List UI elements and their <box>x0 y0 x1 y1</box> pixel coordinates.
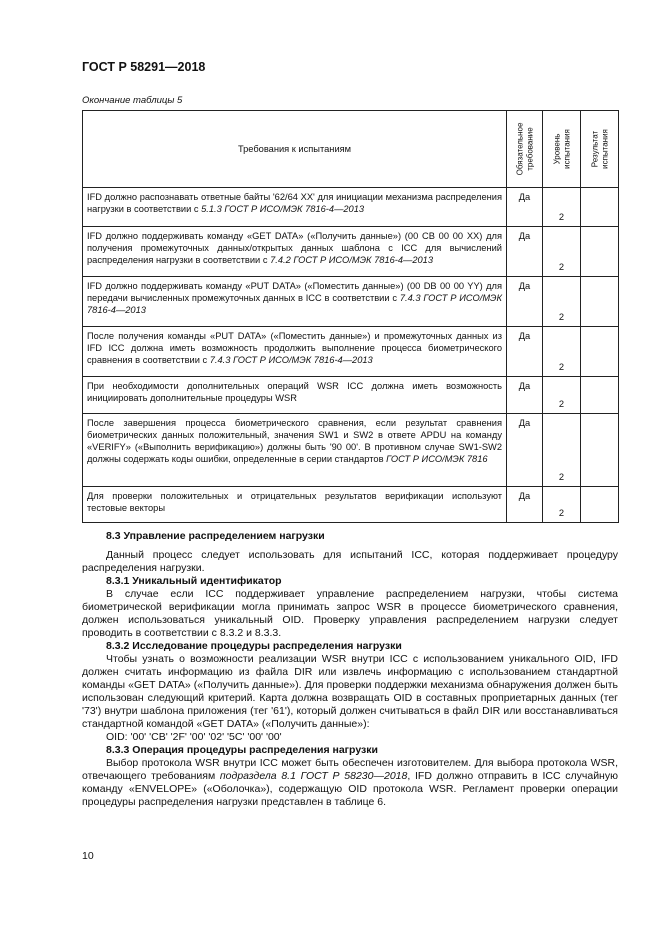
paragraph: Данный процесс следует использовать для испытаний ICC, которая поддерживает процедуру распределения нагрузки. <box>82 549 618 574</box>
table-row <box>83 487 619 523</box>
paragraph: Чтобы узнать о возможности реализации WSR внутри ICC с использованием уникального OID, IFD должен считать информацию из файла DIR или извлечь информацию с использованием стандартной команды «GET DATA» («Получить данные»). Для проверки поддержки механизма обнаружения должен быть использован следующий критерий. Карта должна возвращать OID в составных проприетарных данных (тег '73') внутри шаблона приложения (тег '61'), который должен считываться в файл DIR или восстанавливаться стандартной командой «GET DATA» («Получить данные»): <box>82 653 618 730</box>
requirement-ref: 7.4.3 ГОСТ Р ИСО/МЭК 7816-4—2013 <box>87 293 502 315</box>
header-requirements: Требования к испытаниям <box>83 111 507 188</box>
mandatory-value: Да <box>507 277 543 327</box>
table-row <box>83 377 619 414</box>
mandatory-value: Да <box>507 227 543 277</box>
requirement-ref: 7.4.2 ГОСТ Р ИСО/МЭК 7816-4—2013 <box>270 255 434 265</box>
requirements-table <box>82 110 619 523</box>
header-result-line2: испытания <box>599 129 609 169</box>
result-cell <box>581 188 619 227</box>
header-level <box>543 111 581 188</box>
requirement-main: Для проверки положительных и отрицательных результатов верификации используют тестовые векторы <box>87 491 502 513</box>
table-caption: Окончание таблицы 5 <box>82 95 183 106</box>
section-title: 8.3 Управление распределением нагрузки <box>106 530 325 542</box>
requirement-main: IFD должно поддерживать команду «PUT DATA» («Поместить данные») (00 DB 00 00 YY) для передачи вычисленных промежуточных данных в ICC в соответствии с <box>87 281 502 303</box>
mandatory-value: Да <box>507 414 543 487</box>
requirement-ref: 5.1.3 ГОСТ Р ИСО/МЭК 7816-4—2013 <box>201 204 365 214</box>
result-cell <box>581 487 619 523</box>
table-row <box>83 188 619 227</box>
requirement-text <box>83 487 507 523</box>
table-row <box>83 227 619 277</box>
result-cell <box>581 377 619 414</box>
level-value: 2 <box>543 414 581 487</box>
requirement-ref: 7.4.3 ГОСТ Р ИСО/МЭК 7816-4—2013 <box>209 355 373 365</box>
header-result-line1: Результат <box>590 130 599 168</box>
result-cell <box>581 277 619 327</box>
requirement-main: При необходимости дополнительных операций WSR ICC должна иметь возможность инициировать дополнительные процедуры WSR <box>87 381 502 403</box>
header-mandatory <box>507 111 543 188</box>
paragraph-reference: подраздела 8.1 ГОСТ Р 58230—2018 <box>219 770 408 782</box>
level-value: 2 <box>543 277 581 327</box>
section-title: 8.3.3 Операция процедуры распределения нагрузки <box>106 744 378 756</box>
table-row <box>83 327 619 377</box>
oid-line: OID: '00' 'CB' '2F' '00' '02' '5C' '00' '00' <box>106 731 282 743</box>
table-header-row <box>83 111 619 188</box>
section-title: 8.3.1 Уникальный идентификатор <box>106 575 282 587</box>
paragraph <box>82 757 618 809</box>
section-title: 8.3.2 Исследование процедуры распределения нагрузки <box>106 640 402 652</box>
level-value: 2 <box>543 188 581 227</box>
paragraph: В случае если ICC поддерживает управление распределением нагрузки, чтобы система биометрической верификации могла принимать запрос WSR в процессе биометрического сравнения, должен использоваться уникальный OID. Проверку управления распределением нагрузки следует проводить в соответствии с 8.3.2 и 8.3.3. <box>82 588 618 639</box>
header-result <box>581 111 619 188</box>
requirement-text <box>83 188 507 227</box>
requirement-text <box>83 227 507 277</box>
paragraph-part: , IFD должно отправить в ICC случайную команду «ENVELOPE» («Оболочка»), содержащую OID протокола WSR. Регламент проверки операции процедуры распределения нагрузки представлен в таблице 6. <box>82 770 618 808</box>
result-cell <box>581 414 619 487</box>
paragraph-part: Выбор протокола WSR внутри ICC может быть обеспечен изготовителем. Для выбора протокола WSR, отвечающего требованиям <box>82 757 618 782</box>
requirement-text <box>83 277 507 327</box>
requirement-main: IFD должно поддерживать команду «GET DATA» («Получить данные») (00 CB 00 00 XX) для получения промежуточных данных/открытых данных шаблона с ICC для вычислений распределения нагрузки в соответствии с <box>87 231 502 265</box>
level-value: 2 <box>543 327 581 377</box>
level-value: 2 <box>543 227 581 277</box>
mandatory-value: Да <box>507 188 543 227</box>
table-row <box>83 414 619 487</box>
level-value: 2 <box>543 487 581 523</box>
document-header: ГОСТ Р 58291—2018 <box>82 60 206 74</box>
level-value: 2 <box>543 377 581 414</box>
header-level-line2: испытания <box>561 129 571 169</box>
requirement-main: После получения команды «PUT DATA» («Поместить данные») и промежуточных данных из IFD ICC должна иметь возможность продолжить выполнение процесса биометрического сравнения в соответствии с <box>87 331 502 365</box>
page-number: 10 <box>82 850 94 862</box>
header-mandatory-line2: требование <box>524 127 534 171</box>
requirement-text <box>83 377 507 414</box>
requirement-text <box>83 327 507 377</box>
table-row <box>83 277 619 327</box>
header-level-line1: Уровень <box>552 133 561 165</box>
requirement-ref: ГОСТ Р ИСО/МЭК 7816 <box>386 454 488 464</box>
result-cell <box>581 327 619 377</box>
mandatory-value: Да <box>507 487 543 523</box>
requirement-main: IFD должно распознавать ответные байты '62/64 XX' для инициации механизма распределения нагрузки в соответствии с <box>87 192 502 214</box>
header-mandatory-line1: Обязательное <box>515 122 524 176</box>
requirement-main: После завершения процесса биометрического сравнения, если результат сравнения биометрических данных положительный, значения SW1 и SW2 в ответе APDU на команду «VERIFY» («Выполнить верификацию») должны быть '90 00'. В противном случае SW1-SW2 должны содержать коды ошибки, определенные в серии стандартов <box>87 418 502 464</box>
requirement-text <box>83 414 507 487</box>
mandatory-value: Да <box>507 377 543 414</box>
mandatory-value: Да <box>507 327 543 377</box>
section-body <box>82 530 618 809</box>
result-cell <box>581 227 619 277</box>
